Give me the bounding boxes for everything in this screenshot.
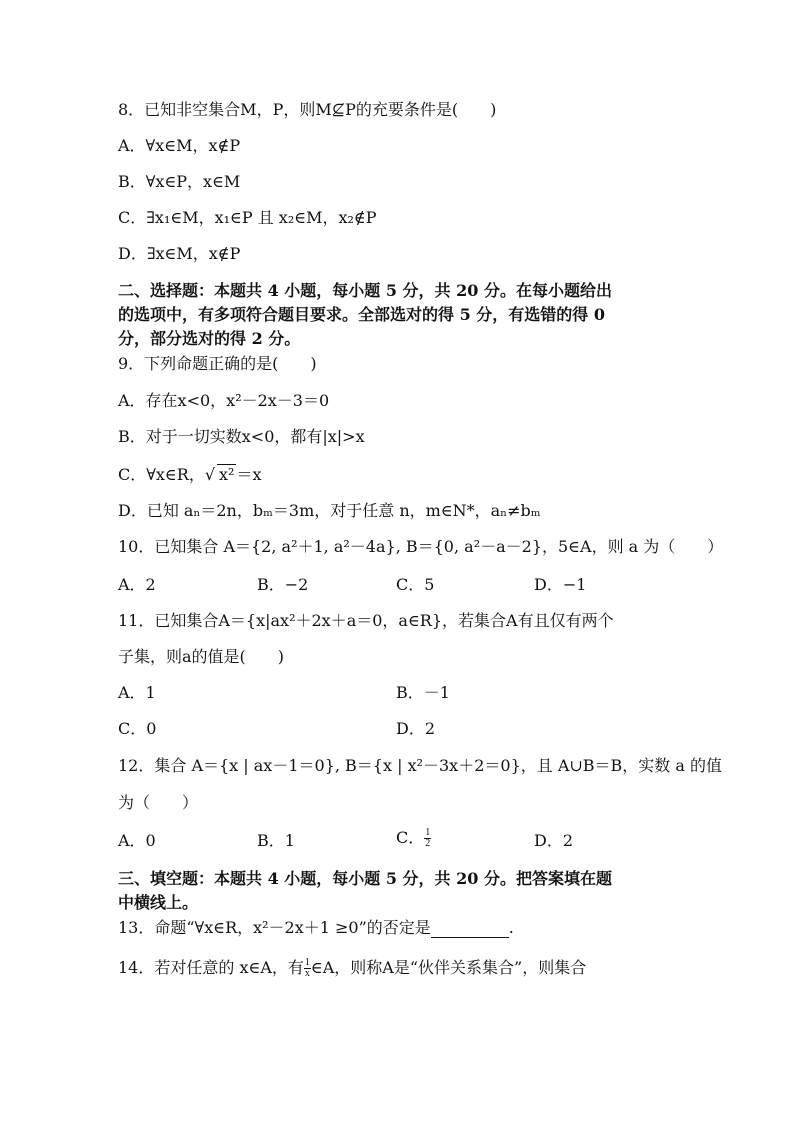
- fraction-one-over-x: [304, 958, 311, 979]
- q14: [118, 958, 586, 979]
- section2-line3: 分，部分选对的得 2 分。: [118, 329, 301, 348]
- q11-line1: 11．已知集合A＝{x|ax²＋2x＋a＝0，a∈R}，若集合A有且仅有两个: [118, 611, 614, 630]
- q12-option-c: [396, 828, 431, 849]
- fraction-denominator: 2: [425, 838, 431, 849]
- section2-line2: 的选项中，有多项符合题目要求。全部选对的得 5 分，有选错的得 0: [118, 305, 605, 324]
- fraction-numerator: 1: [304, 957, 310, 968]
- q9-option-c: [118, 464, 262, 485]
- q14-prefix: 14．若对任意的 x∈A，有: [118, 958, 304, 977]
- fraction-one-half: [424, 828, 431, 849]
- q11-option-b: B．－1: [396, 683, 450, 702]
- sqrt-sign: √: [204, 465, 216, 484]
- q13: [118, 918, 514, 938]
- q13-suffix: .: [508, 918, 514, 937]
- q9-option-c-prefix: C．∀x∈R，: [118, 465, 205, 484]
- q8-option-c: C．∃x₁∈M，x₁∈P 且 x₂∈M，x₂∉P: [118, 208, 377, 227]
- q12-option-d: D．2: [534, 831, 574, 850]
- q8-option-a: A．∀x∈M，x∉P: [118, 136, 241, 155]
- section3-line2: 中横线上。: [118, 893, 199, 912]
- q12-line2: 为（ ）: [118, 793, 199, 812]
- q14-suffix: ∈A，则称A是“伙伴关系集合”，则集合: [310, 958, 587, 977]
- q12-option-b: B．1: [257, 831, 295, 850]
- q10-option-a: A．2: [118, 575, 156, 594]
- q8-option-b: B．∀x∈P，x∈M: [118, 172, 241, 191]
- q12-line1: 12．集合 A＝{x | ax－1＝0}, B＝{x | x²－3x＋2＝0}，且 A∪B＝B，实数 a 的值: [118, 756, 723, 775]
- q9-option-b: B．对于一切实数x<0，都有|x|>x: [118, 427, 365, 446]
- fraction-numerator: 1: [425, 827, 431, 838]
- q11-line2: 子集，则a的值是( ): [118, 647, 285, 666]
- q12-option-a: A．0: [118, 831, 156, 850]
- q9-option-c-suffix: ＝x: [236, 465, 262, 484]
- q10-option-b: B．−2: [257, 575, 309, 594]
- q9-stem: 9．下列命题正确的是( ): [118, 354, 317, 373]
- q9-option-c-radicand: x²: [219, 465, 235, 484]
- answer-blank[interactable]: [431, 921, 509, 938]
- section3-line1: 三、填空题：本题共 4 小题，每小题 5 分，共 20 分。把答案填在题: [118, 869, 612, 888]
- q8-stem: 8．已知非空集合M，P，则M⊈P的充要条件是( ): [118, 100, 497, 119]
- q11-option-a: A．1: [118, 683, 156, 702]
- q13-prefix: 13．命题“∀x∈R，x²－2x＋1 ≥0”的否定是: [118, 918, 431, 937]
- q10-option-d: D．−1: [534, 575, 587, 594]
- q9-option-d: D．已知 aₙ＝2n，bₘ＝3m，对于任意 n，m∈N*，aₙ≠bₘ: [118, 501, 541, 520]
- q10-option-c: C．5: [396, 575, 435, 594]
- q11-option-c: C．0: [118, 719, 157, 738]
- fraction-denominator: x: [304, 968, 310, 979]
- q8-option-d: D．∃x∈M，x∉P: [118, 244, 241, 263]
- q10-stem: 10．已知集合 A＝{2, a²＋1, a²－4a}, B＝{0, a²－a－2}，5∈A，则 a 为（ ）: [118, 537, 724, 556]
- q12-option-c-prefix: C．: [396, 828, 425, 847]
- q11-option-d: D．2: [396, 719, 436, 738]
- q9-option-a: A．存在x<0，x²－2x－3＝0: [118, 391, 330, 410]
- section2-line1: 二、选择题：本题共 4 小题，每小题 5 分，共 20 分。在每小题给出: [118, 281, 612, 300]
